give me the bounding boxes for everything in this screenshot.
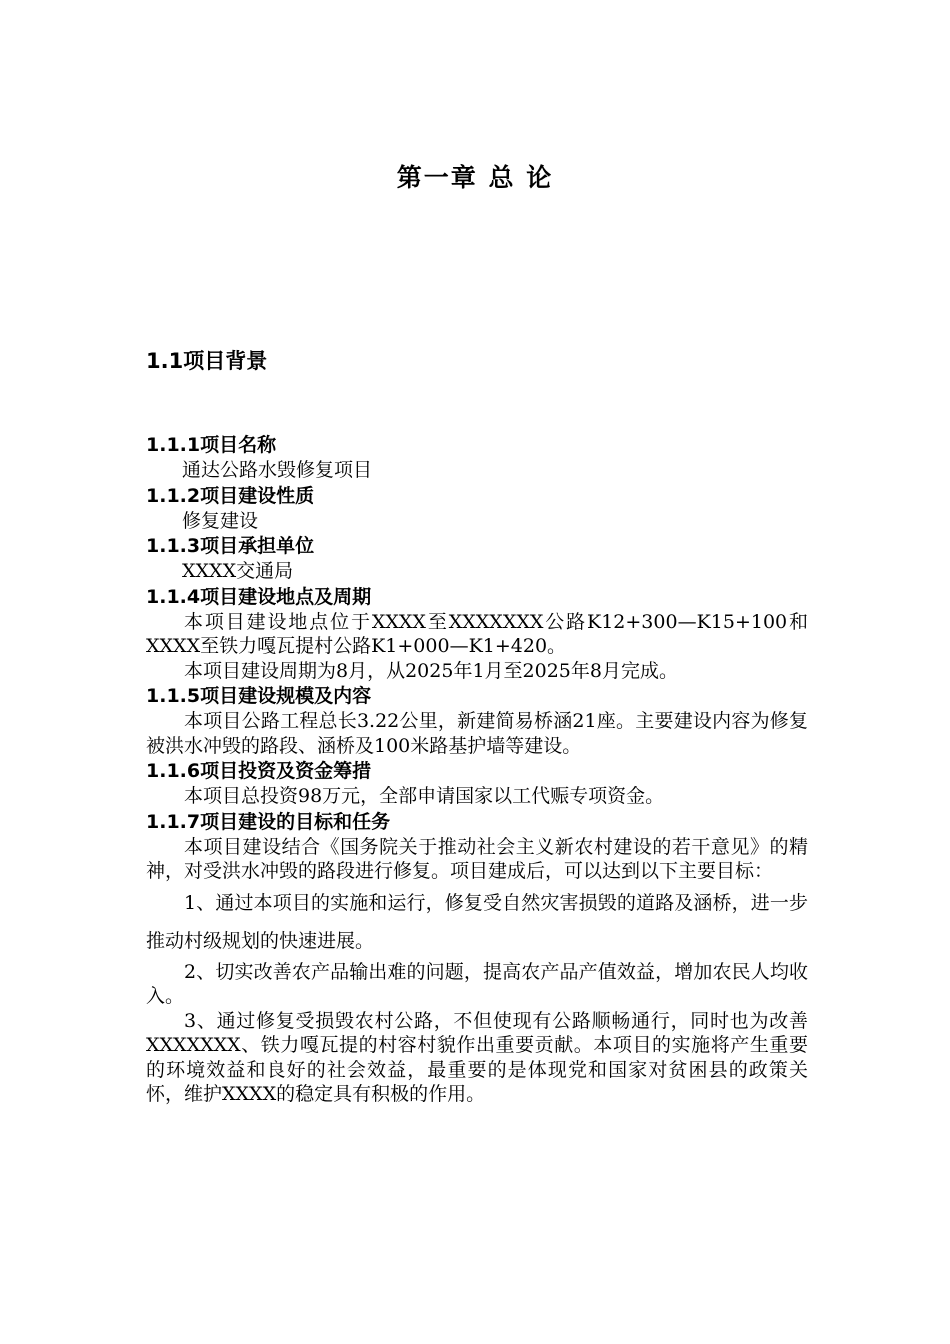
chapter-title: 第一章 总 论 [396,163,554,192]
subsection-title: 项目建设性质 [200,484,315,507]
subsection-number: 1.1.7 [146,810,201,833]
paragraph: 通达公路水毁修复项目 [182,459,373,481]
paragraph: 3、通过修复受损毁农村公路，不但使现有公路顺畅通行，同时也为改善XXXXXXX、铁力嘎瓦提的村容村貌作出重要贡献。本项目的实施将产生重要的环境效益和良好的社会效益，最重要的是体现党和国家对贫困县的政策关怀，维护XXXX的稳定具有积极的作用。 [146,1009,808,1105]
subsection-heading [146,432,808,458]
subsection-heading [146,483,808,509]
subsection-title: 项目建设规模及内容 [200,685,372,707]
subsection-number: 1.1.1 [146,434,201,456]
subsection-heading [146,533,808,559]
subsection-title: 项目名称 [200,434,277,456]
paragraph: 本项目总投资98万元，全部申请国家以工代赈专项资金。 [184,785,665,807]
subsection-heading [146,683,808,709]
subsection-title: 项目建设地点及周期 [200,585,372,608]
paragraph: 1、通过本项目的实施和运行，修复受自然灾害损毁的道路及涵桥，进一步推动村级规划的快速进展。 [146,891,808,952]
section-title: 1.1项目背景 [146,349,268,373]
paragraph: 修复建设 [182,509,259,532]
paragraph: 本项目公路工程总长3.22公里，新建简易桥涵21座。主要建设内容为修复被洪水冲毁的路段、涵桥及100米路基护墙等建设。 [146,710,808,757]
paragraph: 本项目建设地点位于XXXX至XXXXXXX公路K12+300—K15+100和XXXX至铁力嘎瓦提村公路K1+000—K1+420。 [146,610,808,657]
subsection-number: 1.1.3 [146,535,201,557]
paragraph: 2、切实改善农产品输出难的问题，提高农产品产值效益，增加农民人均收入。 [146,960,808,1007]
subsection-title: 项目投资及资金筹措 [200,760,372,782]
paragraph: XXXX交通局 [182,560,294,582]
subsection-title: 项目建设的目标和任务 [200,810,391,833]
subsection-number: 1.1.6 [146,760,201,782]
paragraph: 本项目建设结合《国务院关于推动社会主义新农村建设的若干意见》的精神，对受洪水冲毁的路段进行修复。项目建成后，可以达到以下主要目标： [146,835,808,882]
subsection-heading [146,584,808,610]
document-body [146,346,808,1107]
subsection-number: 1.1.2 [146,484,201,507]
subsection-title: 项目承担单位 [200,535,315,557]
subsection-heading [146,758,808,784]
subsection-number: 1.1.4 [146,585,201,608]
subsection-heading [146,809,808,835]
subsection-number: 1.1.5 [146,685,201,707]
paragraph: 本项目建设周期为8月，从2025年1月至2025年8月完成。 [184,659,678,682]
